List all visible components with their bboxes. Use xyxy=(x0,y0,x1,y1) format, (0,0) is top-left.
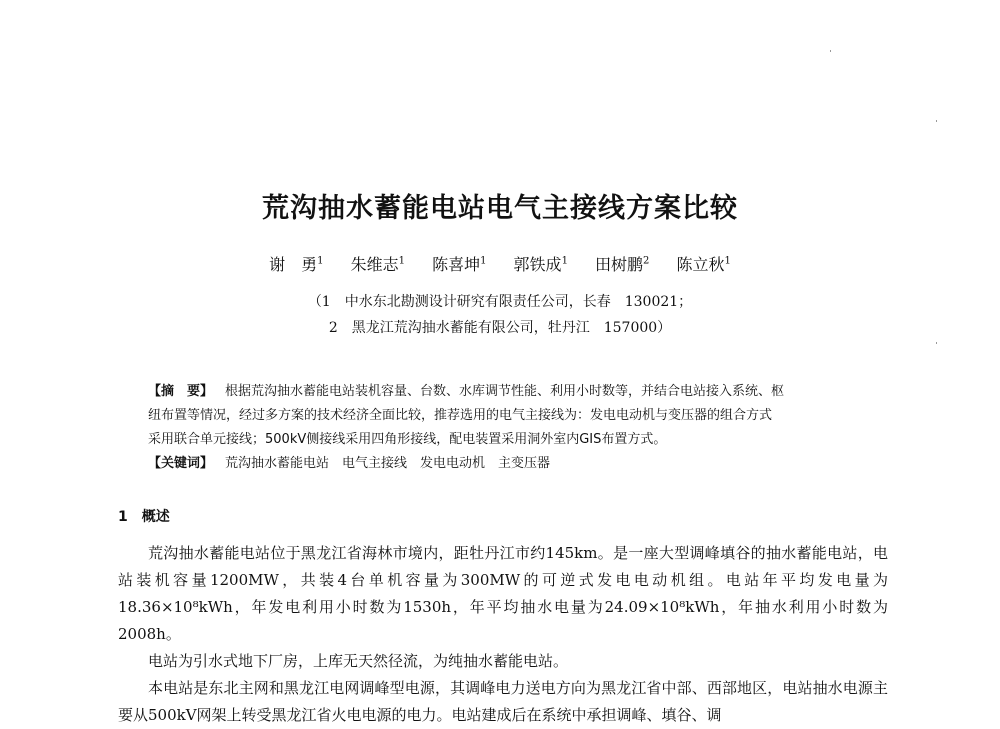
author: 谢 勇$^1$ xyxy=(269,255,324,274)
paragraph: 荒沟抽水蓄能电站位于黑龙江省海林市境内，距牡丹江市约145km。是一座大型调峰填谷的抽水蓄能电站，电站装机容量1200MW，共装4台单机容量为300MW的可逆式发电电动机组。电站年平均发电量为18.36×10⁸kWh，年发电利用小时数为1530h，年平均抽水电量为24.09×10⁸kWh，年抽水利用小时数为2008h。 xyxy=(118,544,888,643)
author: 朱维志$^1$ xyxy=(350,255,405,274)
abstract-line: 【摘 要】 根据荒沟抽水蓄能电站装机容量、台数、水库调节性能、利用小时数等，并结合电站接入系统、枢 xyxy=(148,384,785,399)
paper-title: 荒沟抽水蓄能电站电气主接线方案比较 xyxy=(262,193,738,224)
abstract-label: 【摘 要】 xyxy=(148,384,214,399)
section-heading xyxy=(118,506,184,526)
section-number: 1 xyxy=(118,509,128,525)
abstract-line: 纽布置等情况，经过多方案的技术经济全面比较，推荐选用的电气主接线为：发电电动机与变压器的组合方式 xyxy=(148,408,773,423)
affiliation-1: （1 中水东北勘测设计研究有限责任公司，长春 130021； xyxy=(307,294,693,310)
scan-speck xyxy=(936,120,937,122)
keywords-line xyxy=(148,452,860,476)
author: 陈喜坤$^1$ xyxy=(432,255,487,274)
author: 田树鹏$^2$ xyxy=(595,255,650,274)
scan-speck xyxy=(936,342,937,344)
paragraph: 本电站是东北主网和黑龙江电网调峰型电源，其调峰电力送电方向为黑龙江省中部、西部地区，电站抽水电源主要从500kV网架上转受黑龙江省火电电源的电力。电站建成后在系统中承担调峰、填谷、调 xyxy=(118,679,888,724)
author-list xyxy=(0,252,1000,275)
keywords-text: 荒沟抽水蓄能电站 电气主接线 发电电动机 主变压器 xyxy=(225,456,551,471)
author: 郭铁成$^1$ xyxy=(513,255,568,274)
scan-speck xyxy=(830,50,831,52)
keywords-label: 【关键词】 xyxy=(148,456,214,471)
affiliation-2: 2 黑龙江荒沟抽水蓄能有限公司，牡丹江 157000） xyxy=(328,320,672,336)
abstract-line: 采用联合单元接线；500kV侧接线采用四角形接线，配电装置采用洞外室内GIS布置方式。 xyxy=(148,432,667,447)
abstract-block xyxy=(148,380,860,476)
author: 陈立秋$^1$ xyxy=(676,255,731,274)
body-text xyxy=(118,540,888,729)
section-title: 概述 xyxy=(141,509,170,525)
paragraph: 电站为引水式地下厂房，上库无天然径流，为纯抽水蓄能电站。 xyxy=(148,652,569,670)
